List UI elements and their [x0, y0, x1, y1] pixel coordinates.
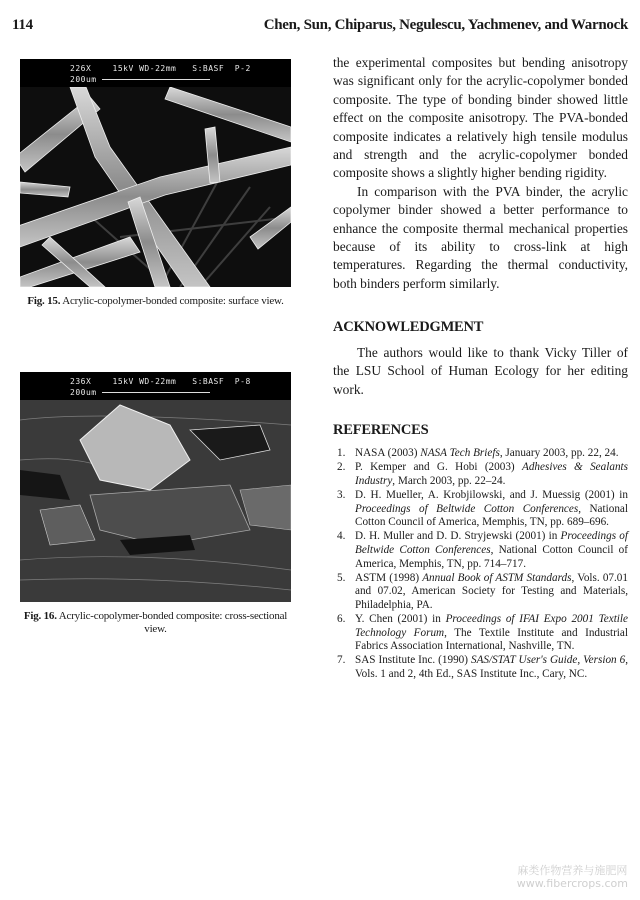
caption-text: Acrylic-copolymer-bonded composite: cross-sectional view. — [58, 610, 288, 635]
ref-details: , March 2003, pp. 22–24. — [392, 475, 506, 487]
ref-title: Adhesives & Sealants Industry — [355, 461, 628, 487]
reference-item — [333, 447, 628, 461]
running-head — [12, 17, 628, 37]
ref-details: , Vols. 1 and 2, 4th Ed., SAS Institute Inc., Cary, NC. — [355, 654, 628, 680]
body-paragraph: the experimental composites but bending anisotropy was significant only for the acrylic-copolymer bonded composite. The type of bonding binder showed little effect on the composite anisotropy. The PVA-bonded composite indicates a relatively high tensile modulus and strength and the acrylic-copolymer bonded composite shows a slightly higher bending rigidity. — [333, 55, 628, 181]
caption-text: Acrylic-copolymer-bonded composite: surface view. — [62, 295, 284, 307]
figure-16 — [20, 372, 291, 636]
site-watermark — [517, 864, 628, 890]
ref-details: , January 2003, pp. 22, 24. — [499, 447, 619, 460]
fiber-network-graphic — [20, 87, 291, 287]
fiber-network-image — [20, 87, 291, 287]
cross-section-graphic — [20, 400, 291, 602]
ref-authors: P. Kemper and G. Hobi (2003) — [355, 461, 522, 474]
reference-item — [333, 572, 628, 613]
ref-authors: NASA (2003) — [355, 447, 421, 460]
sem-meta: 226X 15kV WD-22mm S:BASF P-2 — [70, 64, 251, 73]
reference-item — [333, 530, 628, 571]
caption-label: Fig. 15. — [27, 295, 61, 307]
reference-item — [333, 461, 628, 488]
reference-list — [333, 447, 628, 681]
sem-scale-label: 200um — [70, 388, 97, 397]
ref-authors: D. H. Mueller, A. Krobjilowski, and J. Muessig (2001) in — [355, 489, 628, 502]
references-heading: REFERENCES — [333, 421, 429, 438]
acknowledgment-heading: ACKNOWLEDGMENT — [333, 319, 484, 336]
ref-number: 7. — [337, 654, 346, 667]
ref-details: , National Cotton Council of America, Memphis, TN, pp. 689–696. — [355, 502, 628, 529]
ref-title: SAS/STAT User's Guide, Version 6 — [470, 654, 626, 667]
watermark-url: www.fibercrops.com — [516, 877, 628, 890]
running-authors: Chen, Sun, Chiparus, Negulescu, Yachmenev, and Warnock — [263, 17, 628, 33]
watermark-cn: 麻类作物营养与施肥网 — [517, 864, 628, 877]
ref-number: 3. — [337, 489, 346, 502]
sem-info-bar — [20, 372, 291, 400]
ref-number: 4. — [337, 530, 346, 543]
cross-section-image — [20, 400, 291, 602]
sem-micrograph-cross-section — [20, 372, 291, 602]
ref-title: Proceedings of Beltwide Cotton Conferences — [355, 502, 579, 515]
reference-item — [333, 613, 628, 654]
reference-item — [333, 654, 628, 681]
scale-bar — [102, 79, 210, 80]
page-number: 114 — [12, 17, 33, 33]
sem-info-bar — [20, 59, 291, 87]
ref-title: NASA Tech Briefs — [420, 447, 500, 460]
ref-details: , Vols. 07.01 and 07.02, American Society for Testing and Materials, Philadelphia, PA. — [355, 571, 628, 611]
ref-details: , National Cotton Council of America, Memphis, TN, pp. 714–717. — [355, 543, 628, 570]
ref-authors: ASTM (1998) — [355, 571, 423, 584]
figure-15 — [20, 59, 291, 308]
body-paragraph: In comparison with the PVA binder, the acrylic copolymer binder showed a better performance to enhance the composite thermal mechanical properties because of its ability to cross-link at high temperatures. Regarding the thermal conductivity, both binders perform similarly. — [333, 183, 628, 291]
ref-authors: D. H. Muller and D. D. Stryjewski (2001) in — [355, 530, 561, 543]
sem-micrograph-surface — [20, 59, 291, 287]
ref-title: Proceedings of IFAI Expo 2001 Textile Technology Forum — [355, 612, 628, 639]
ref-number: 6. — [337, 612, 346, 625]
sem-meta: 236X 15kV WD-22mm S:BASF P-8 — [70, 377, 251, 386]
right-column — [333, 54, 628, 682]
caption-label: Fig. 16. — [23, 610, 57, 622]
ref-number: 2. — [337, 461, 346, 474]
ref-details: , The Textile Institute and Industrial Fabrics Association International, Nashville, TN. — [355, 626, 628, 653]
reference-item — [333, 489, 628, 530]
ref-authors: SAS Institute Inc. (1990) — [355, 654, 471, 667]
ref-title: Proceedings of Beltwide Cotton Conferences — [355, 530, 628, 556]
ref-title: Annual Book of ASTM Standards — [422, 571, 572, 584]
ref-number: 1. — [337, 447, 346, 460]
figure-caption — [20, 295, 291, 308]
figure-caption — [20, 610, 291, 636]
acknowledgment-text: The authors would like to thank Vicky Tiller of the LSU School of Human Ecology for her editing work. — [333, 344, 628, 397]
ref-authors: Y. Chen (2001) in — [355, 612, 446, 625]
ref-number: 5. — [337, 571, 346, 584]
scale-bar — [102, 392, 210, 393]
sem-scale-label: 200um — [70, 75, 97, 84]
